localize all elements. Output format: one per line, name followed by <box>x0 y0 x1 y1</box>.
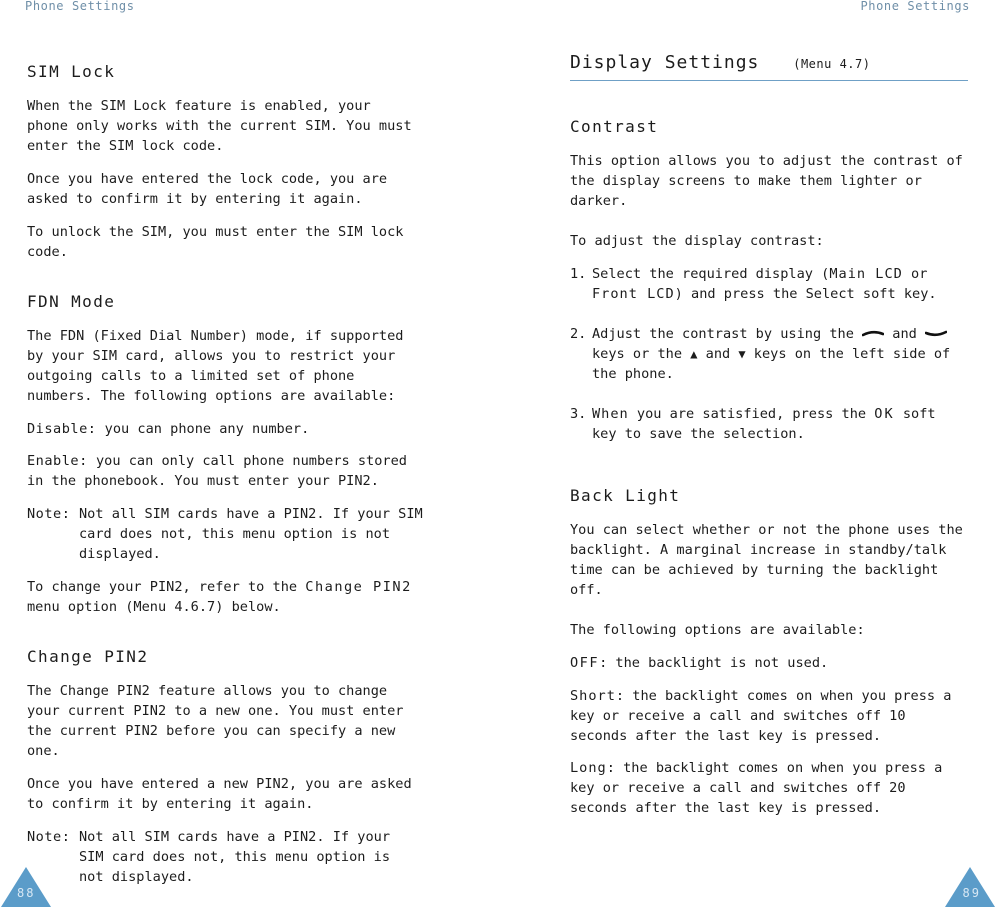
fdn-enable-text: you can only call phone numbers stored in the phonebook. You must enter your PIN2. <box>27 453 407 489</box>
fdn-change-term: Change PIN2 <box>305 579 412 595</box>
volume-down-key-icon: ▼ <box>738 347 746 361</box>
sim-lock-para-3: To unlock the SIM, you must enter the SIM lock code. <box>27 224 404 260</box>
change-pin2-body <box>27 681 422 887</box>
contrast-step-1 <box>570 264 968 304</box>
contrast-para-1: This option allows you to adjust the contrast of the display screens to make them lighter or darker. <box>570 153 963 209</box>
sim-lock-para-2: Once you have entered the lock code, you are asked to confirm it by entering it again. <box>27 171 388 207</box>
short-text: : the backlight comes on when you press a key or receive a call and switches off 10 seconds after the last key is pressed. <box>570 688 952 744</box>
fdn-note <box>27 504 427 564</box>
fdn-disable-text: you can phone any number. <box>96 421 310 437</box>
step-2-b: and <box>884 326 925 342</box>
back-light-body <box>570 520 970 818</box>
step-2-a: Adjust the contrast by using the <box>592 326 863 342</box>
fdn-disable-term: Disable: <box>27 421 97 437</box>
change-pin2-note-text: Not all SIM cards have a PIN2. If your SIM card does not, this menu option is not displayed. <box>79 829 390 885</box>
contrast-para-2: To adjust the display contrast: <box>570 233 824 249</box>
back-light-heading: Back Light <box>570 486 681 505</box>
contrast-steps <box>570 264 968 444</box>
step-2-d: and <box>697 346 739 362</box>
back-light-option-short <box>570 686 970 746</box>
step-3-when: When <box>592 406 629 422</box>
step-2-c: keys or the <box>592 346 691 362</box>
step-1-front-lcd: Front LCD <box>592 286 675 302</box>
change-pin2-heading: Change PIN2 <box>27 647 149 666</box>
fdn-change-post: menu option (Menu 4.6.7) below. <box>27 599 281 615</box>
display-settings-title <box>570 52 870 73</box>
step-3-post: soft key to save the selection. <box>592 406 936 442</box>
contrast-heading: Contrast <box>570 117 659 136</box>
step-3-ok-key: OK <box>874 406 895 422</box>
left-page <box>27 0 427 907</box>
back-light-para-1: You can select whether or not the phone uses the backlight. A marginal increase in standby/talk time can be achieved by turning the backlight off. <box>570 522 963 598</box>
off-term: OFF <box>570 655 600 671</box>
fdn-enable-term: Enable: <box>27 453 88 469</box>
fdn-change-pin2-ref <box>27 577 427 617</box>
contrast-body <box>570 151 968 444</box>
sim-lock-body <box>27 96 417 262</box>
short-term: Short <box>570 688 616 704</box>
right-running-header: Phone Settings <box>860 0 970 13</box>
step-2-e: keys on the left side of the phone. <box>592 346 951 382</box>
change-pin2-para-2: Once you have entered a new PIN2, you are asked to confirm it by entering it again. <box>27 776 412 812</box>
back-light-para-2: The following options are available: <box>570 622 865 638</box>
step-1-number: 1. <box>570 266 587 282</box>
step-3-number: 3. <box>570 406 587 422</box>
long-text: : the backlight comes on when you press a key or receive a call and switches off 20 seconds after the last key is pressed. <box>570 760 943 816</box>
sim-lock-para-1: When the SIM Lock feature is enabled, your phone only works with the current SIM. You must enter the SIM lock code. <box>27 98 412 154</box>
back-light-option-long <box>570 758 970 818</box>
menu-ref: (Menu 4.7) <box>793 57 871 71</box>
long-term: Long <box>570 760 607 776</box>
display-settings-title-text: Display Settings <box>570 52 760 73</box>
back-light-option-off <box>570 653 970 673</box>
change-pin2-note-label: Note: <box>27 829 71 845</box>
fdn-mode-body <box>27 326 427 617</box>
fdn-intro: The FDN (Fixed Dial Number) mode, if supported by your SIM card, allows you to restrict your outgoing calls to a limited set of phone numbers. The following options are available: <box>27 328 404 404</box>
step-1-post: ) and press the Select soft key. <box>674 286 937 302</box>
fdn-note-label: Note: <box>27 506 71 522</box>
step-2-number: 2. <box>570 326 587 342</box>
fdn-option-enable <box>27 451 427 491</box>
soft-key-right-icon <box>925 329 947 339</box>
fdn-change-pre: To change your PIN2, refer to the <box>27 579 306 595</box>
step-1-mid: or <box>902 266 928 282</box>
step-1-main-lcd: Main LCD <box>829 266 903 282</box>
step-3-mid: you are satisfied, press the <box>628 406 875 422</box>
fdn-mode-heading: FDN Mode <box>27 292 116 311</box>
right-page-number: 89 <box>962 886 981 900</box>
contrast-step-2 <box>570 324 968 384</box>
right-page <box>570 0 970 907</box>
contrast-step-3 <box>570 404 968 444</box>
step-1-pre: Select the required display ( <box>592 266 830 282</box>
fdn-note-text: Not all SIM cards have a PIN2. If your SIM card does not, this menu option is not displayed. <box>79 506 423 562</box>
title-rule <box>570 80 968 81</box>
sim-lock-heading: SIM Lock <box>27 62 116 81</box>
left-running-header: Phone Settings <box>25 0 135 13</box>
change-pin2-note <box>27 827 422 887</box>
soft-key-left-icon <box>862 329 884 339</box>
left-page-number: 88 <box>17 886 36 900</box>
off-text: : the backlight is not used. <box>599 655 829 671</box>
fdn-option-disable <box>27 419 427 439</box>
volume-up-key-icon: ▲ <box>690 347 698 361</box>
change-pin2-para-1: The Change PIN2 feature allows you to change your current PIN2 to a new one. You must enter the current PIN2 before you can specify a new one. <box>27 683 404 759</box>
